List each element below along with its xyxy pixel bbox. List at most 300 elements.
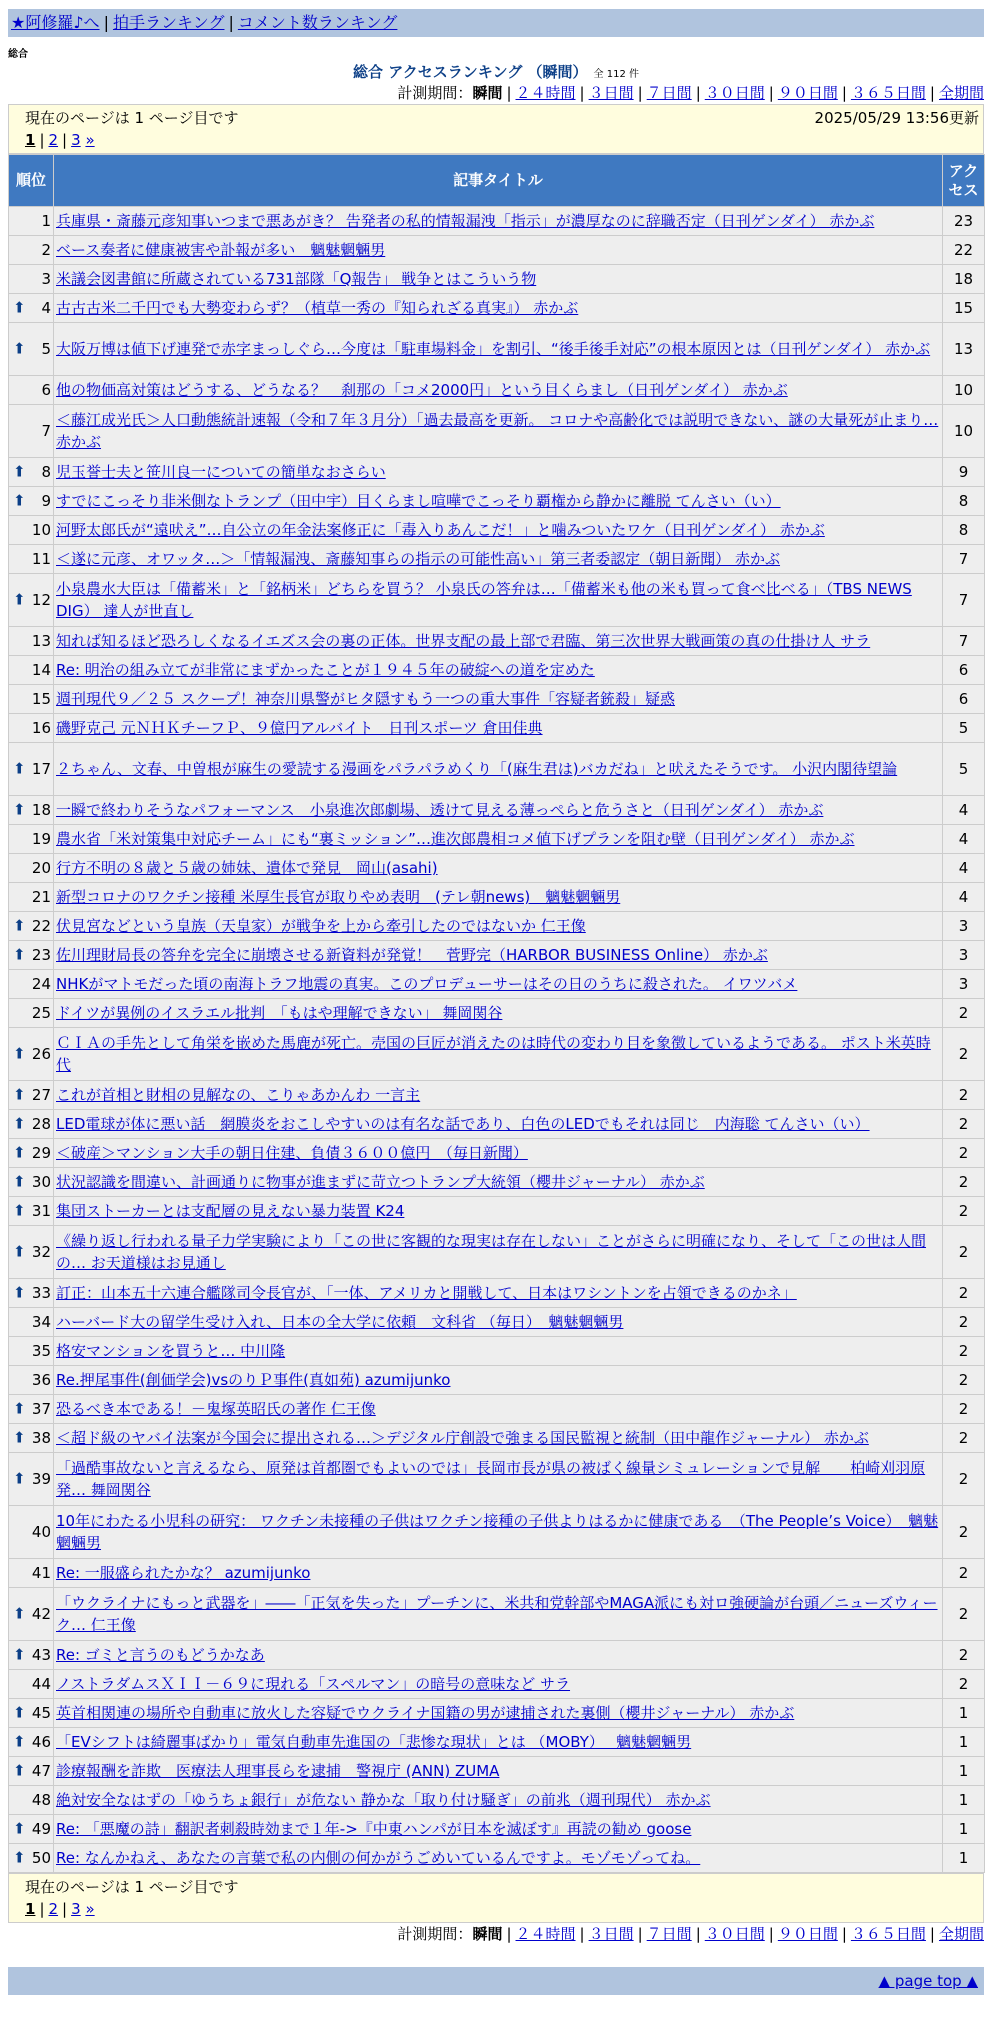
period-current: 瞬間 [472, 1925, 503, 1943]
rank-number: 40 [31, 1523, 51, 1541]
article-title-link[interactable]: 小泉農水大臣は「備蓄米」と「銘柄米」どちらを買う？ 小泉氏の答弁は…「備蓄米も他の米も買って食べ比べる」（TBS NEWS DIG） 達人が世直し [56, 580, 912, 620]
article-title-link[interactable]: 《繰り返し行われる量子力学実験により「この世に客観的な現実は存在しない」ことがさらに明確になり、そして「この世は人間の… お天道様はお見通し [56, 1232, 927, 1272]
period-option-link[interactable]: ９０日間 [777, 84, 838, 102]
rank-cell [9, 1559, 54, 1588]
table-row [9, 1670, 985, 1699]
rank-cell [9, 1424, 54, 1453]
access-count: 22 [943, 236, 985, 265]
rank-number: 13 [31, 632, 51, 650]
rank-number: 15 [31, 690, 51, 708]
article-title-link[interactable]: 知れば知るほど恐ろしくなるイエズス会の裏の正体。世界支配の最上部で君臨、第三次世界大戦画策の真の仕掛け人 サラ [56, 632, 871, 650]
access-count: 2 [943, 1366, 985, 1395]
rank-cell [9, 714, 54, 743]
next-page-link[interactable]: » [85, 1900, 95, 1918]
title-header: 記事タイトル [54, 155, 943, 207]
current-page-text: 現在のページは 1 ページ目です [25, 109, 239, 127]
rank-number: 30 [31, 1173, 51, 1191]
title-cell [54, 714, 943, 743]
page-separator: | [62, 1900, 68, 1918]
title-cell [54, 1197, 943, 1226]
article-title-link[interactable]: Re: 一服盛られたかな？ azumijunko [56, 1564, 311, 1582]
article-title-link[interactable]: 恐るべき本である！－鬼塚英昭氏の著作 仁王像 [56, 1400, 376, 1418]
up-arrow-icon: ⬆ [13, 491, 26, 510]
article-title-link[interactable]: ＣＩＡの手先として角栄を嵌めた馬鹿が死亡。売国の巨匠が消えたのは時代の変わり目を象徴しているようである。 ポスト米英時代 [56, 1034, 931, 1074]
article-title-link[interactable]: 河野太郎氏が“遠吠え”…自公立の年金法案修正に「毒入りあんこだ！」と噛みついたワケ（日刊ゲンダイ） 赤かぶ [56, 521, 825, 539]
updated-timestamp: 2025/05/29 13:56更新 [814, 109, 979, 127]
table-row [9, 1559, 985, 1588]
current-page-number: 1 [25, 1900, 36, 1918]
page-top-link[interactable]: ▲ page top ▲ [878, 1972, 978, 1990]
rank-number: 6 [41, 381, 51, 399]
article-title-link[interactable]: 訂正：山本五十六連合艦隊司令長官が、「一体、アメリカと開戦して、日本はワシントンを占領できるのかネ」 [56, 1284, 797, 1302]
rank-number: 49 [31, 1820, 51, 1838]
current-page-text: 現在のページは 1 ページ目です [25, 1878, 239, 1896]
rank-cell [9, 970, 54, 999]
table-row [9, 627, 985, 656]
table-row [9, 207, 985, 236]
rank-number: 39 [31, 1470, 51, 1488]
up-arrow-icon: ⬆ [13, 1732, 26, 1751]
title-cell [54, 1757, 943, 1786]
period-option-link[interactable]: ２４時間 [515, 1925, 576, 1943]
title-cell [54, 516, 943, 545]
access-count: 2 [943, 1641, 985, 1670]
article-title-link[interactable]: ＜遂に元彦、オワッタ…＞「情報漏洩、斎藤知事らの指示の可能性高い」第三者委認定（朝日新聞） 赤かぶ [56, 550, 781, 568]
access-count: 2 [943, 1395, 985, 1424]
page-links [25, 1898, 979, 1920]
period-separator: | [929, 84, 935, 102]
title-cell [54, 825, 943, 854]
access-count: 6 [943, 685, 985, 714]
table-row [9, 294, 985, 323]
access-header: アクセス [943, 155, 985, 207]
page-link[interactable]: 3 [71, 1900, 81, 1918]
article-title-link[interactable]: ＜超ド級のヤバイ法案が今国会に提出される…＞デジタル庁創設で強まる国民監視と統制（田中龍作ジャーナル） 赤かぶ [56, 1429, 869, 1447]
title-cell [54, 883, 943, 912]
rank-number: 25 [31, 1004, 51, 1022]
pager-bottom [8, 1873, 984, 1923]
article-title-link[interactable]: 「ウクライナにもっと武器を」――「正気を失った」プーチンに、米共和党幹部やMAGA派にも対ロ強硬論が台頭／ニューズウィーク… 仁王像 [56, 1594, 938, 1634]
rank-number: 1 [41, 212, 51, 230]
access-count: 2 [943, 1424, 985, 1453]
table-row [9, 883, 985, 912]
table-row [9, 458, 985, 487]
rank-cell [9, 1337, 54, 1366]
article-title-link[interactable]: 米議会図書館に所蔵されている731部隊「Q報告」 戦争とはこういう物 [56, 270, 537, 288]
rank-cell [9, 1366, 54, 1395]
next-page-link[interactable]: » [85, 131, 95, 149]
table-row [9, 796, 985, 825]
page-separator: | [62, 131, 68, 149]
period-separator: | [695, 84, 701, 102]
rank-cell [9, 574, 54, 627]
period-option-link[interactable]: ３日間 [588, 1925, 634, 1943]
access-count: 2 [943, 1506, 985, 1559]
period-option-link[interactable]: ９０日間 [777, 1925, 838, 1943]
rank-cell [9, 1139, 54, 1168]
period-option-link[interactable]: ３０日間 [704, 1925, 765, 1943]
title-cell [54, 1786, 943, 1815]
title-cell [54, 1081, 943, 1110]
rank-number: 12 [31, 591, 51, 609]
period-separator: | [841, 84, 847, 102]
article-title-link[interactable]: NHKがマトモだった頃の南海トラフ地震の真実。このプロデューサーはその日のうちに殺された。 イワツバメ [56, 975, 798, 993]
period-separator: | [506, 1925, 512, 1943]
up-arrow-icon: ⬆ [13, 1703, 26, 1722]
up-arrow-icon: ⬆ [13, 1114, 26, 1133]
article-title-link[interactable]: Re.押尾事件(創価学会)vsのりＰ事件(真如苑) azumijunko [56, 1371, 451, 1389]
access-count: 1 [943, 1728, 985, 1757]
table-row [9, 1786, 985, 1815]
ranking-table-body [9, 207, 985, 1873]
table-row [9, 656, 985, 685]
rank-number: 16 [31, 719, 51, 737]
rank-number: 19 [31, 830, 51, 848]
access-count: 7 [943, 627, 985, 656]
rank-number: 47 [31, 1762, 51, 1780]
access-count: 8 [943, 516, 985, 545]
table-row [9, 1168, 985, 1197]
period-separator: | [579, 1925, 585, 1943]
table-row [9, 1728, 985, 1757]
access-count: 1 [943, 1786, 985, 1815]
title-cell [54, 1337, 943, 1366]
period-option-link[interactable]: ３０日間 [704, 84, 765, 102]
rank-number: 23 [31, 946, 51, 964]
article-title-link[interactable]: 古古古米二千円でも大勢変わらず？（植草一秀の『知られざる真実』） 赤かぶ [56, 299, 579, 317]
article-title-link[interactable]: 児玉誉士夫と笹川良一についての簡単なおさらい [56, 463, 386, 481]
title-cell [54, 1506, 943, 1559]
article-title-link[interactable]: 大阪万博は値下げ連発で赤字まっしぐら…今度は「駐車場料金」を割引、“後手後手対応”の根本原因とは（日刊ゲンダイ） 赤かぶ [56, 340, 931, 358]
access-count: 5 [943, 714, 985, 743]
article-title-link[interactable]: 磯野克己 元ＮＨＫチーフＰ、９億円アルバイト 日刊スポーツ 倉田佳典 [56, 719, 543, 737]
table-row [9, 405, 985, 458]
title-cell [54, 685, 943, 714]
title-cell [54, 1699, 943, 1728]
access-count: 15 [943, 294, 985, 323]
article-title-link[interactable]: 農水省「米対策集中対応チーム」にも“裏ミッション”…進次郎農相コメ値下げプランを阻む壁（日刊ゲンダイ） 赤かぶ [56, 830, 855, 848]
period-separator: | [637, 1925, 643, 1943]
article-title-link[interactable]: すでにこっそり非米側なトランプ（田中宇）目くらまし喧嘩でこっそり覇権から静かに離脱 てんさい（い） [56, 492, 781, 510]
title-cell [54, 1366, 943, 1395]
access-count: 2 [943, 1279, 985, 1308]
rank-cell [9, 1226, 54, 1279]
rank-number: 43 [31, 1646, 51, 1664]
access-count: 10 [943, 376, 985, 405]
rank-number: 34 [31, 1313, 51, 1331]
access-count: 5 [943, 743, 985, 796]
up-arrow-icon: ⬆ [13, 1085, 26, 1104]
rank-number: 45 [31, 1704, 51, 1722]
article-title-link[interactable]: 伏見宮などという皇族（天皇家）が戦争を上から牽引したのではないか 仁王像 [56, 917, 586, 935]
table-row [9, 487, 985, 516]
up-arrow-icon: ⬆ [13, 1242, 26, 1261]
access-count: 4 [943, 883, 985, 912]
nav-separator: | [228, 13, 234, 32]
table-row [9, 685, 985, 714]
rank-cell [9, 516, 54, 545]
article-title-link[interactable]: 診療報酬を詐欺 医療法人理事長らを逮捕 警視庁 (ANN) ZUMA [56, 1762, 500, 1780]
title-cell [54, 1139, 943, 1168]
rank-cell [9, 545, 54, 574]
access-count: 1 [943, 1815, 985, 1844]
access-count: 4 [943, 796, 985, 825]
up-arrow-icon: ⬆ [13, 590, 26, 609]
rank-number: 41 [31, 1564, 51, 1582]
rank-number: 31 [31, 1202, 51, 1220]
table-row [9, 265, 985, 294]
article-title-link[interactable]: Re: なんかねえ、あなたの言葉で私の内側の何かがうごめいているんですよ。モゾモゾってね。 [56, 1849, 701, 1867]
rank-cell [9, 1786, 54, 1815]
table-row [9, 545, 985, 574]
period-selector [8, 82, 984, 104]
rank-header: 順位 [9, 155, 54, 207]
article-title-link[interactable]: 集団ストーカーとは支配層の見えない暴力装置 K24 [56, 1202, 405, 1220]
page-link[interactable]: 3 [71, 131, 81, 149]
article-title-link[interactable]: 「EVシフトは綺麗事ばかり」電気自動車先進国の「悲惨な現状」とは （MOBY） 魑魅魍魎男 [56, 1733, 692, 1751]
access-count: 3 [943, 970, 985, 999]
article-title-link[interactable]: ＜破産＞マンション大手の朝日住建、負債３６００億円 （毎日新聞） [56, 1144, 528, 1162]
table-row [9, 1588, 985, 1641]
title-cell [54, 1728, 943, 1757]
period-option-link[interactable]: ３日間 [588, 84, 634, 102]
period-label: 計測期間： [397, 1925, 473, 1943]
title-cell [54, 1453, 943, 1506]
title-cell [54, 1670, 943, 1699]
rank-cell [9, 294, 54, 323]
title-cell [54, 323, 943, 376]
up-arrow-icon: ⬆ [13, 945, 26, 964]
article-title-link[interactable]: Re: ゴミと言うのもどうかなあ [56, 1646, 265, 1664]
table-row [9, 236, 985, 265]
article-title-link[interactable]: LED電球が体に悪い話 網膜炎をおこしやすいのは有名な話であり、白色のLEDでもそれは同じ 内海聡 てんさい（い） [56, 1115, 870, 1133]
article-title-link[interactable]: ハーバード大の留学生受け入れ、日本の全大学に依頼 文科省 （毎日） 魑魅魍魎男 [56, 1313, 624, 1331]
rank-number: 46 [31, 1733, 51, 1751]
rank-number: 11 [31, 550, 51, 568]
comment-ranking-link[interactable]: コメント数ランキング [237, 13, 398, 32]
period-current: 瞬間 [472, 84, 503, 102]
access-count: 1 [943, 1844, 985, 1873]
rank-cell [9, 825, 54, 854]
rank-cell [9, 1757, 54, 1786]
rank-cell [9, 1168, 54, 1197]
period-option-link[interactable]: ３６５日間 [850, 84, 926, 102]
up-arrow-icon: ⬆ [13, 1428, 26, 1447]
article-title-link[interactable]: 状況認識を間違い、計画通りに物事が進まずに苛立つトランプ大統領（櫻井ジャーナル） 赤かぶ [56, 1173, 705, 1191]
article-title-link[interactable]: 週刊現代９／２５ スクープ！神奈川県警がヒタ隠すもう一つの重大事件「容疑者銃殺」疑惑 [56, 690, 676, 708]
title-cell [54, 970, 943, 999]
article-title-link[interactable]: ２ちゃん、文春、中曽根が麻生の愛読する漫画をパラパラめくり「(麻生君は)バカだね」と吠えたそうです。 小沢内閣待望論 [56, 760, 898, 778]
rank-cell [9, 265, 54, 294]
article-title-link[interactable]: ドイツが異例のイスラエル批判 「もはや理解できない」 舞岡関谷 [56, 1004, 503, 1022]
access-count: 7 [943, 545, 985, 574]
rank-cell [9, 487, 54, 516]
rank-cell [9, 883, 54, 912]
title-cell [54, 999, 943, 1028]
rank-cell [9, 1081, 54, 1110]
article-title-link[interactable]: Re: 明治の組み立てが非常にまずかったことが１９４５年の破綻への道を定めた [56, 661, 595, 679]
article-title-link[interactable]: 「過酷事故ないと言えるなら、原発は首都圏でもよいのでは」長岡市長が県の被ばく線量シミュレーションで見解 柏崎刈羽原発… 舞岡関谷 [56, 1459, 926, 1499]
up-arrow-icon: ⬆ [13, 1044, 26, 1063]
period-separator: | [929, 1925, 935, 1943]
period-option-link[interactable]: 全期間 [938, 84, 984, 102]
article-title-link[interactable]: 10年にわたる小児科の研究： ワクチン未接種の子供はワクチン接種の子供よりはるかに健康である （The People’s Voice） 魑魅魍魎男 [56, 1512, 939, 1552]
page-title-line [8, 62, 984, 82]
ranking-table [8, 154, 985, 1873]
table-row [9, 1815, 985, 1844]
title-cell [54, 574, 943, 627]
access-count: 2 [943, 1110, 985, 1139]
title-cell [54, 265, 943, 294]
article-title-link[interactable]: 他の物価高対策はどうする、どうなる？ 刹那の「コメ2000円」という目くらまし（日刊ゲンダイ） 赤かぶ [56, 381, 788, 399]
access-count: 2 [943, 1197, 985, 1226]
table-row [9, 1395, 985, 1424]
title-cell [54, 458, 943, 487]
table-row [9, 574, 985, 627]
article-title-link[interactable]: 格安マンションを買うと… 中川隆 [56, 1342, 286, 1360]
table-row [9, 1506, 985, 1559]
rank-number: 33 [31, 1284, 51, 1302]
up-arrow-icon: ⬆ [13, 298, 26, 317]
title-cell [54, 1641, 943, 1670]
table-row [9, 743, 985, 796]
rank-number: 22 [31, 917, 51, 935]
access-count: 2 [943, 1081, 985, 1110]
table-row [9, 1699, 985, 1728]
pager-top [8, 104, 984, 154]
article-title-link[interactable]: ＜藤江成光氏＞人口動態統計速報（令和７年３月分）「過去最高を更新。 コロナや高齢化では説明できない、謎の大量死が止まり… 赤かぶ [56, 411, 939, 451]
access-count: 6 [943, 656, 985, 685]
table-row [9, 1424, 985, 1453]
access-count: 2 [943, 999, 985, 1028]
rank-cell [9, 1110, 54, 1139]
rank-cell [9, 1308, 54, 1337]
period-option-link[interactable]: ７日間 [646, 84, 692, 102]
access-count: 2 [943, 1168, 985, 1197]
up-arrow-icon: ⬆ [13, 1172, 26, 1191]
rank-cell [9, 323, 54, 376]
rank-cell [9, 854, 54, 883]
title-cell [54, 854, 943, 883]
table-row [9, 970, 985, 999]
article-title-link[interactable]: 兵庫県・斎藤元彦知事いつまで悪あがき？ 告発者の私的情報漏洩「指示」が濃厚なのに辞職否定（日刊ゲンダイ） 赤かぶ [56, 212, 875, 230]
up-arrow-icon: ⬆ [13, 1399, 26, 1418]
rank-number: 29 [31, 1144, 51, 1162]
table-row [9, 854, 985, 883]
rank-number: 21 [31, 888, 51, 906]
period-separator: | [579, 84, 585, 102]
rank-cell [9, 999, 54, 1028]
page-link[interactable]: 2 [48, 131, 59, 149]
table-row [9, 714, 985, 743]
article-title-link[interactable]: Re: 「悪魔の詩」翻訳者刺殺時効まで１年->『中東ハンパが日本を滅ぼす』再読の勧め goose [56, 1820, 692, 1838]
rank-number: 35 [31, 1342, 51, 1360]
title-cell [54, 1308, 943, 1337]
rank-cell [9, 627, 54, 656]
rank-cell [9, 1197, 54, 1226]
table-row [9, 1110, 985, 1139]
period-option-link[interactable]: ７日間 [646, 1925, 692, 1943]
rank-cell [9, 1641, 54, 1670]
page-link[interactable]: 2 [48, 1900, 59, 1918]
rank-number: 14 [31, 661, 51, 679]
period-separator: | [768, 84, 774, 102]
rank-cell [9, 1028, 54, 1081]
article-title-link[interactable]: 英首相関連の場所や自動車に放火した容疑でウクライナ国籍の男が逮捕された裏側（櫻井ジャーナル） 赤かぶ [56, 1704, 795, 1722]
period-option-link[interactable]: ２４時間 [515, 84, 576, 102]
access-count: 4 [943, 825, 985, 854]
up-arrow-icon: ⬆ [13, 1604, 26, 1623]
rank-number: 17 [31, 760, 51, 778]
article-title-link[interactable]: 佐川理財局長の答弁を完全に崩壊させる新資料が発覚！ 菅野完（HARBOR BUSINESS Online） 赤かぶ [56, 946, 768, 964]
table-row [9, 1139, 985, 1168]
table-row [9, 516, 985, 545]
article-title-link[interactable]: 行方不明の８歳と５歳の姉妹、遺体で発見 岡山(asahi) [56, 859, 438, 877]
title-cell [54, 1588, 943, 1641]
access-count: 2 [943, 1139, 985, 1168]
article-title-link[interactable]: 絶対安全なはずの「ゆうちょ銀行」が危ない 静かな「取り付け騒ぎ」の前兆（週刊現代） 赤かぶ [56, 1791, 711, 1809]
rank-cell [9, 405, 54, 458]
period-option-link[interactable]: ３６５日間 [850, 1925, 926, 1943]
rank-number: 37 [31, 1400, 51, 1418]
article-title-link[interactable]: これが首相と財相の見解なの、こりゃあかんわ 一言主 [56, 1086, 421, 1104]
rank-number: 44 [31, 1675, 51, 1693]
up-arrow-icon: ⬆ [13, 1761, 26, 1780]
current-page-number: 1 [25, 131, 36, 149]
rank-number: 36 [31, 1371, 51, 1389]
access-count: 2 [943, 1670, 985, 1699]
rank-number: 38 [31, 1429, 51, 1447]
rank-cell [9, 1815, 54, 1844]
table-row [9, 323, 985, 376]
rank-cell [9, 796, 54, 825]
rank-cell [9, 1395, 54, 1424]
title-cell [54, 545, 943, 574]
period-option-link[interactable]: 全期間 [938, 1925, 984, 1943]
rank-number: 3 [41, 270, 51, 288]
nav-separator: | [103, 13, 109, 32]
rank-number: 32 [31, 1243, 51, 1261]
rank-number: 4 [41, 299, 51, 317]
period-separator: | [768, 1925, 774, 1943]
up-arrow-icon: ⬆ [13, 759, 26, 778]
period-label: 計測期間： [397, 84, 473, 102]
article-title-link[interactable]: 一瞬で終わりそうなパフォーマンス 小泉進次郎劇場、透けて見える薄っぺらと危うさと（日刊ゲンダイ） 赤かぶ [56, 801, 824, 819]
title-cell [54, 1844, 943, 1873]
table-row [9, 941, 985, 970]
clap-ranking-link[interactable]: 拍手ランキング [112, 13, 225, 32]
article-title-link[interactable]: 新型コロナのワクチン接種 米厚生長官が取りやめ表明 (テレ朝news) 魑魅魍魎男 [56, 888, 621, 906]
rank-cell [9, 941, 54, 970]
bottom-bar [8, 1967, 984, 1995]
home-link[interactable]: ★阿修羅♪へ [11, 13, 100, 32]
access-count: 9 [943, 458, 985, 487]
access-count: 8 [943, 487, 985, 516]
page-title: 総合 アクセスランキング （瞬間） [353, 63, 588, 81]
rank-number: 18 [31, 801, 51, 819]
article-title-link[interactable]: ノストラダムスＸＩＩ－６９に現れる「スペルマン」の暗号の意味など サラ [56, 1675, 571, 1693]
table-row [9, 376, 985, 405]
period-selector [8, 1923, 984, 1945]
rank-number: 5 [41, 340, 51, 358]
title-cell [54, 1226, 943, 1279]
table-row [9, 1308, 985, 1337]
article-title-link[interactable]: ベース奏者に健康被害や訃報が多い 魑魅魍魎男 [56, 241, 386, 259]
access-count: 7 [943, 574, 985, 627]
rank-cell [9, 236, 54, 265]
title-cell [54, 1815, 943, 1844]
rank-number: 7 [41, 422, 51, 440]
